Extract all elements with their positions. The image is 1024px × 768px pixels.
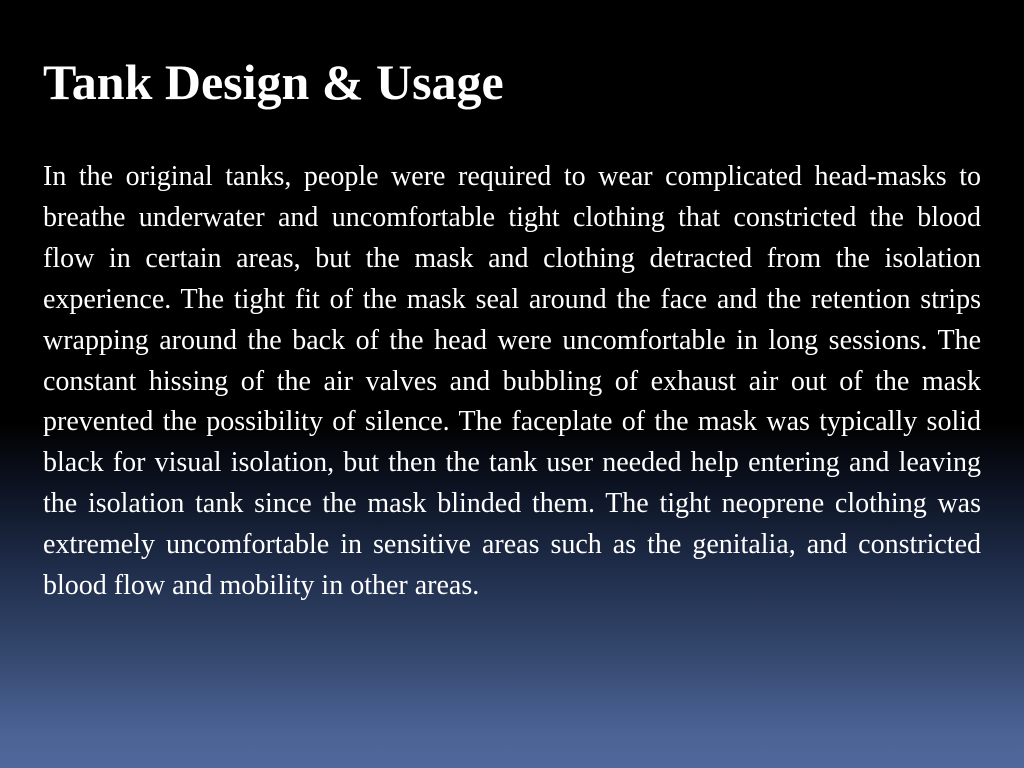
slide-title: Tank Design & Usage [43, 54, 504, 110]
slide-body-text: In the original tanks, people were required to wear complicated head-masks to breathe underwater and uncomfortable tight clothing that constricted the blood flow in certain areas, but the mask and clothing detracted from the isolation experience. The tight fit of the mask seal around the face and the retention strips wrapping around the back of the head were uncomfortable in long sessions. The constant hissing of the air valves and bubbling of exhaust air out of the mask prevented the possibility of silence. The faceplate of the mask was typically solid black for visual isolation, but then the tank user needed help entering and leaving the isolation tank since the mask blinded them. The tight neoprene clothing was extremely uncomfortable in sensitive areas such as the genitalia, and constricted blood flow and mobility in other areas. [43, 161, 981, 602]
